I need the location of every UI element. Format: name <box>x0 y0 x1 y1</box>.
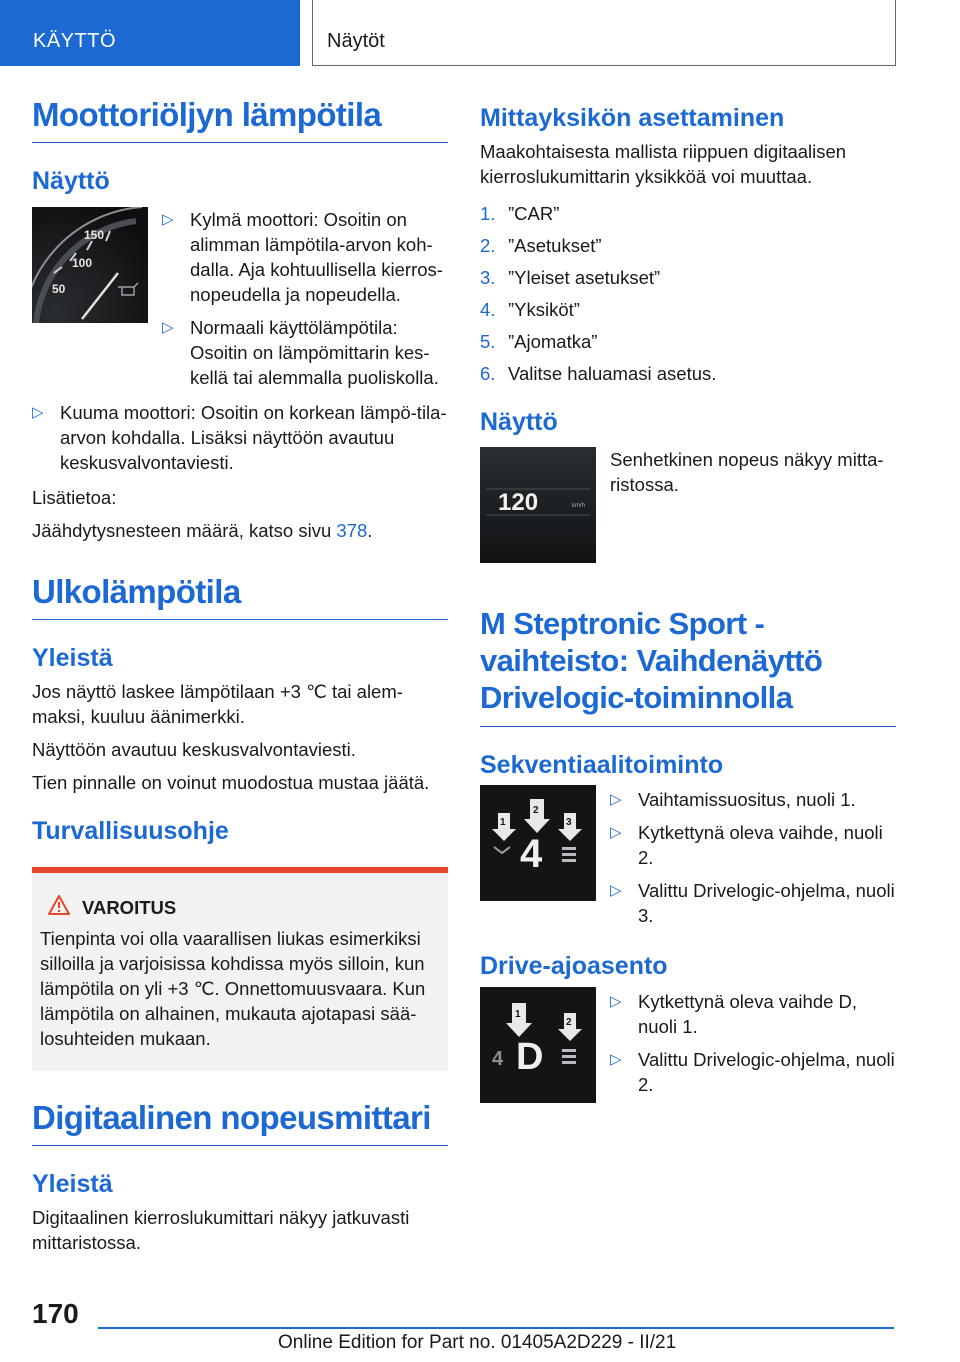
digital-speed-image <box>480 447 596 563</box>
drive-gear-graphic <box>480 987 596 1103</box>
list-item: ▷ Normaali käyttölämpötila: Osoitin on lämpömittarin kes-kellä tai alemmalla puoliskolla. <box>162 315 448 390</box>
list-item: ▷ Kuuma moottori: Osoitin on korkean lämpö-tila-arvon kohdalla. Lisäksi näyttöön avautuu keskusvalvontaviesti. <box>32 400 448 475</box>
arrow-2-label: 2 <box>533 805 539 817</box>
gauge-label-150: 150 <box>84 228 105 243</box>
drive-heading: Drive-ajoasento <box>480 952 668 981</box>
footer-edition: Online Edition for Part no. 01405A2D229 - II/21 <box>278 1332 677 1353</box>
engine-oil-bullets-beside <box>162 207 448 390</box>
safety-heading: Turvallisuusohje <box>32 816 229 845</box>
outside-temp-p3: Tien pinnalle on voinut muodostua mustaa jäätä. <box>32 771 430 793</box>
speed-display-graphic <box>480 447 596 563</box>
digital-speedo-title: Digitaalinen nopeusmittari <box>32 1099 448 1146</box>
engine-oil-bullets-full <box>32 400 448 475</box>
arrow-1-label: 1 <box>500 817 506 829</box>
speed-value: 120 <box>498 488 539 516</box>
drive-arrow-2-label: 2 <box>566 1017 572 1028</box>
warning-triangle-icon <box>48 895 70 920</box>
gauge-label-50: 50 <box>52 282 66 297</box>
outside-temp-title: Ulkolämpötila <box>32 573 448 620</box>
oil-temp-gauge-image <box>32 207 148 323</box>
list-item: ▷ Kytkettynä oleva vaihde, nuoli 2. <box>610 820 896 870</box>
page-link-378[interactable]: 378 <box>336 520 368 542</box>
section-tab: KÄYTTÖ <box>0 0 300 66</box>
sequential-bullets <box>610 787 896 928</box>
engine-oil-display-heading: Näyttö <box>32 166 110 195</box>
page-header <box>0 0 960 66</box>
drive-bullets <box>610 989 896 1097</box>
chapter-tab: Näytöt <box>312 0 896 66</box>
unit-setting-heading: Mittayksikön asettaminen <box>480 104 785 132</box>
list-item: 3. ”Yleiset asetukset” <box>480 266 661 288</box>
warning-header <box>40 895 440 920</box>
drive-figure-row <box>480 987 896 1105</box>
sequential-gear-graphic <box>480 785 596 901</box>
warning-title: VAROITUS <box>82 896 177 918</box>
arrow-3-label: 3 <box>566 817 572 829</box>
list-item: 1. ”CAR” <box>480 202 560 224</box>
info-line <box>32 518 448 543</box>
drive-gear-value: D <box>516 1036 544 1078</box>
list-item: 5. ”Ajomatka” <box>480 330 598 352</box>
list-item: ▷ Vaihtamissuositus, nuoli 1. <box>610 787 896 812</box>
unit-setting-steps <box>480 201 896 386</box>
right-column <box>480 104 896 1105</box>
unit-setting-intro: Maakohtaisesta mallista riippuen digitaalisen kierroslukumittarin yksikköä voi muuttaa. <box>480 140 847 187</box>
info-end: . <box>367 520 373 542</box>
outside-temp-p1: Jos näyttö laskee lämpötilaan +3 ℃ tai alem-maksi, kuuluu äänimerkki. <box>32 680 403 727</box>
speedo-figure-row <box>480 447 896 563</box>
outside-temp-general-heading: Yleistä <box>32 643 113 672</box>
outside-temp-p2: Näyttöön avautuu keskusvalvontaviesti. <box>32 738 356 760</box>
speed-unit: km/h <box>572 502 586 509</box>
footer-divider <box>98 1327 894 1329</box>
drive-gear-image <box>480 987 596 1103</box>
gauge-label-100: 100 <box>72 256 93 271</box>
list-item: ▷ Valittu Drivelogic-ohjelma, nuoli 3. <box>610 878 896 928</box>
list-item: 6. Valitse haluamasi asetus. <box>480 362 717 384</box>
sequential-gear-image <box>480 785 596 901</box>
sequential-figure-row <box>480 785 896 936</box>
sequential-gear-value: 4 <box>520 832 543 877</box>
info-label: Lisätietoa: <box>32 487 117 509</box>
left-column <box>32 96 448 1263</box>
speedo-display-heading: Näyttö <box>480 407 558 436</box>
steptronic-title: M Steptronic Sport -vaihteisto: Vaihdenäyttö Drivelogic-toiminnolla <box>480 605 896 727</box>
list-item: ▷ Kytkettynä oleva vaihde D, nuoli 1. <box>610 989 896 1039</box>
engine-oil-figure-row <box>32 207 448 398</box>
sequential-heading: Sekventiaalitoiminto <box>480 750 724 779</box>
page-number: 170 <box>32 1298 79 1329</box>
speedo-display-text: Senhetkinen nopeus näkyy mitta-ristossa. <box>610 448 884 495</box>
list-item: 4. ”Yksiköt” <box>480 298 580 320</box>
drive-drivelogic-bars-icon <box>562 1049 576 1064</box>
warning-box <box>32 867 448 1071</box>
engine-oil-title: Moottoriöljyn lämpötila <box>32 96 448 143</box>
drivelogic-bars-icon <box>562 847 576 862</box>
warning-text: Tienpinta voi olla vaarallisen liukas esimerkiksi silloilla ja varjoisissa kohdissa myös silloin, kun lämpötila on yli +3 ℃. Onnettomuusvaara. Kun lämpötila on alhainen, mukauta ajotapasi sää-losuhteiden mukaan. <box>40 928 426 1050</box>
digital-speedo-general-heading: Yleistä <box>32 1170 113 1199</box>
drive-small-gear: 4 <box>492 1048 504 1070</box>
digital-speedo-text: Digitaalinen kierroslukumittari näkyy jatkuvasti mittaristossa. <box>32 1206 410 1253</box>
info-text: Jäähdytysnesteen määrä, katso sivu <box>32 520 332 542</box>
list-item: 2. ”Asetukset” <box>480 234 602 256</box>
list-item: ▷ Valittu Drivelogic-ohjelma, nuoli 2. <box>610 1047 896 1097</box>
drive-arrow-1-label: 1 <box>515 1009 521 1020</box>
list-item: ▷ Kylmä moottori: Osoitin on alimman lämpötila-arvon koh-dalla. Aja kohtuullisella kierros-nopeudella ja nopeudella. <box>162 207 448 307</box>
oil-gauge-graphic <box>32 207 148 323</box>
